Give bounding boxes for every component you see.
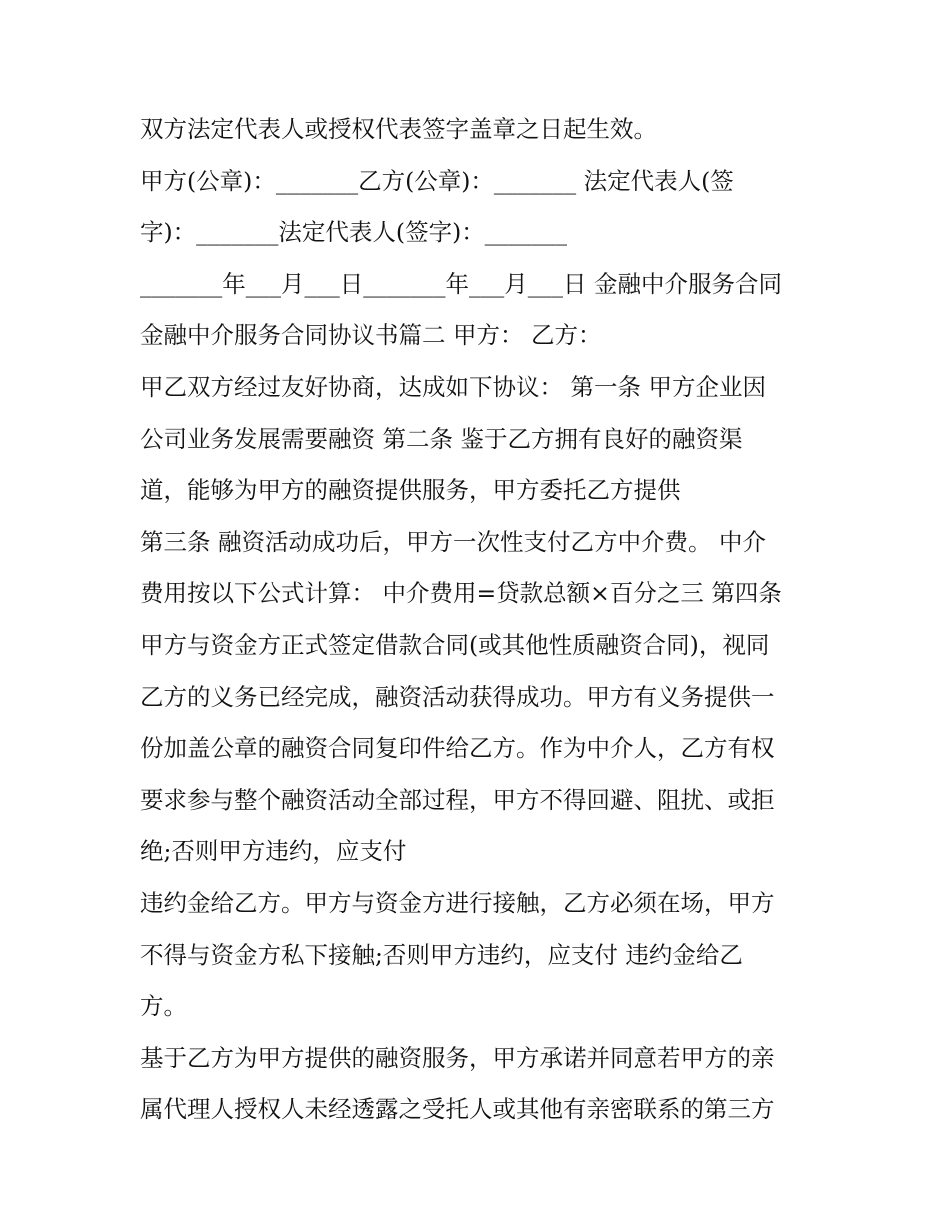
text-line: 费用按以下公式计算： 中介费用=贷款总额×百分之三 第四条 [140, 579, 782, 608]
text-line: 乙方的义务已经完成，融资活动获得成功。甲方有义务提供一 [140, 682, 775, 711]
text-line: 绝;否则甲方违约，应支付 [140, 837, 407, 866]
text-line: 公司业务发展需要融资 第二条 鉴于乙方拥有良好的融资渠 [140, 424, 743, 453]
text-line: 违约金给乙方。甲方与资金方进行接触，乙方必须在场，甲方 [140, 888, 775, 917]
text-line: 第三条 融资活动成功后，甲方一次性支付乙方中介费。 中介 [140, 527, 766, 556]
text-line: 份加盖公章的融资合同复印件给乙方。作为中介人，乙方有权 [140, 734, 775, 763]
contract-body-text [140, 108, 820, 1140]
text-line: 方。 [140, 992, 187, 1021]
text-line: 基于乙方为甲方提供的融资服务，甲方承诺并同意若甲方的亲 [140, 1043, 775, 1072]
text-line: 甲乙双方经过友好协商，达成如下协议： 第一条 甲方企业因 [140, 372, 766, 401]
text-line: 要求参与整个融资活动全部过程，甲方不得回避、阻扰、或拒 [140, 785, 775, 814]
text-line: 甲方(公章)：_______乙方(公章)：_______ 法定代表人(签 [140, 166, 734, 195]
text-line: 甲方与资金方正式签定借款合同(或其他性质融资合同)，视同 [140, 630, 770, 659]
text-line: 道，能够为甲方的融资提供服务，甲方委托乙方提供 [140, 476, 681, 505]
text-line: 属代理人授权人未经透露之受托人或其他有亲密联系的第三方 [140, 1095, 775, 1124]
text-line: 双方法定代表人或授权代表签字盖章之日起生效。 [140, 115, 657, 143]
text-line: 不得与资金方私下接触;否则甲方违约，应支付 违约金给乙 [140, 940, 743, 969]
text-line: 字)：_______法定代表人(签字)：_______ [140, 218, 568, 247]
text-line: 金融中介服务合同协议书篇二 甲方： 乙方： [140, 321, 602, 350]
text-line: _______年___月___日_______年___月___日 金融中介服务合同 [140, 269, 782, 298]
